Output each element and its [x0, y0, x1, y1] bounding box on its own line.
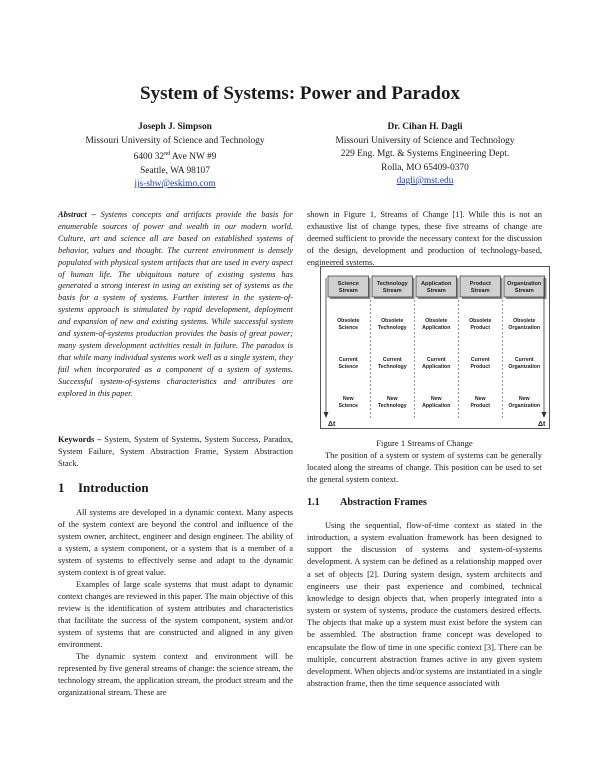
current-label: Current Technology: [377, 357, 407, 370]
paragraph: The position of a system or system of systems can be generally located along the streams of change. This position can be used to set the general system context.: [307, 451, 542, 484]
figure-caption: Figure 1 Streams of Change: [376, 438, 473, 448]
new-label: New Product: [470, 396, 491, 409]
paragraph: Examples of large scale systems that must adapt to dynamic context changes are reviewed in this paper. The main objective of this review is the identification of system attributes and characteristics that facilitate the success of the system component, system and/or system of systems that are constructed and aligned in any given environment.: [58, 580, 293, 649]
author-email-link[interactable]: dagli@mst.edu: [396, 176, 454, 186]
current-label: Current Organization: [508, 357, 541, 370]
subsection-heading: 1.1 Abstraction Frames: [307, 497, 427, 508]
author-affiliation: Missouri University of Science and Technology: [335, 135, 515, 146]
right-column-intro: [307, 209, 542, 269]
stream-header-label: Science Stream: [337, 281, 359, 295]
new-label: New Application: [422, 396, 451, 409]
right-column-mid: [307, 450, 542, 486]
keywords-label: Keywords –: [58, 435, 102, 444]
current-label: Current Application: [422, 357, 451, 370]
author-name: Dr. Cihan H. Dagli: [387, 122, 463, 132]
abstract: [58, 209, 293, 400]
figure-streams-of-change: [320, 266, 550, 429]
author-address: 6400 32nd Ave NW #9: [133, 151, 217, 163]
new-label: New Science: [338, 396, 359, 409]
obsolete-label: Obsolete Organization: [508, 318, 541, 331]
author-name: Joseph J. Simpson: [138, 122, 212, 132]
section-heading: 1 Introduction: [58, 480, 149, 495]
stream-header-label: Organization Stream: [507, 281, 542, 295]
new-label: New Technology: [377, 396, 407, 409]
obsolete-label: Obsolete Technology: [377, 318, 407, 331]
current-label: Current Science: [338, 357, 359, 370]
keywords: [58, 434, 293, 470]
paper-title: System of Systems: Power and Paradox: [140, 83, 460, 104]
paragraph: The dynamic system context and environment will be represented by five general streams of change: the science stream, the technology stream, the application stream, the product stream and the organizational stream. These are: [58, 652, 293, 697]
streams-diagram: [320, 266, 550, 429]
delta-t-label: Δt: [538, 421, 546, 428]
obsolete-label: Obsolete Product: [469, 318, 492, 331]
author-city: Seattle, WA 98107: [140, 165, 210, 176]
author-city: Rolla, MO 65409-0370: [381, 162, 469, 173]
author-block-1: [40, 121, 310, 192]
paragraph: Using the sequential, flow-of-time context as stated in the introduction, a system evaluation framework has been designed to support the discussion of systems and system-of-systems development. A system can be defined as a relationship mapped over a set of objects [2]. During system design, system architects and engineers use their past experience and combined, technical knowledge to design objects that, when properly integrated into a system or system of systems, produce the customers desired effects. The objects that make up a system must exist before the system can be assembled. The abstraction frame concept was developed to encapsulate the flow of time in one specific context [3]. There can be multiple, concurrent abstraction frames active in any given system development. When objects and/or systems are instantiated in a single abstraction frame, then the time sequence associated with: [307, 521, 542, 689]
obsolete-label: Obsolete Science: [337, 318, 360, 331]
obsolete-label: Obsolete Application: [422, 318, 451, 331]
stream-header-label: Application Stream: [421, 281, 452, 295]
paragraph: shown in Figure 1, Streams of Change [1]. While this is not an exhaustive list of change types, these five streams of change are deemed sufficient to provide the necessary context for the discussion of the design, development and production of technology-based, engineered systems.: [307, 210, 542, 267]
section-1-body: [58, 507, 293, 699]
author-block-2: [290, 121, 560, 189]
paragraph: All systems are developed in a dynamic context. Many aspects of the system context are beyond the control and influence of the system owner, architect, engineer and design engineer. The ability of a system, a system component, or a system that is a member of a system of systems to effectively sense and adapt to the dynamic system context is of great value.: [58, 508, 293, 577]
stream-header-label: Technology Stream: [376, 281, 408, 295]
stream-header-label: Product Stream: [469, 281, 491, 295]
current-label: Current Product: [470, 357, 491, 370]
new-label: New Organization: [508, 396, 541, 409]
keywords-text: System, System of Systems, System Success, Paradox, System Failure, System Abstraction Frame, System Abstraction Stack.: [58, 435, 293, 468]
abstract-label: Abstract –: [58, 210, 96, 219]
author-affiliation: Missouri University of Science and Technology: [85, 135, 265, 146]
delta-t-label: Δt: [328, 421, 336, 428]
author-email-link[interactable]: jjs-sbw@eskimo.com: [134, 179, 216, 190]
author-address: 229 Eng. Mgt. & Systems Engineering Dept.: [340, 149, 510, 159]
abstract-text: Systems concepts and artifacts provide the basis for enumerable sources of power and wealth in our modern world. Culture, art and science all are based on established systems of behavior, values and thought. The current environment is densely populated with physical system artifacts that are used in every aspect of human life. The ubiquitous nature of existing systems has generated a strong interest in using an existing set of systems as the basis for a system of systems. Further interest in the system-of-systems approach is stimulated by rapid development, deployment and expansion of new and existing systems. While successful system and system-of-systems production provides the basis of great power; many system development activities result in failure. The paradox is that while many individual systems work well as a single system, they fail when incorporated as a component of a system of systems. Successful system-of-systems characteristics and attributes are explored in this paper.: [58, 210, 293, 398]
right-column-body: [307, 520, 542, 690]
